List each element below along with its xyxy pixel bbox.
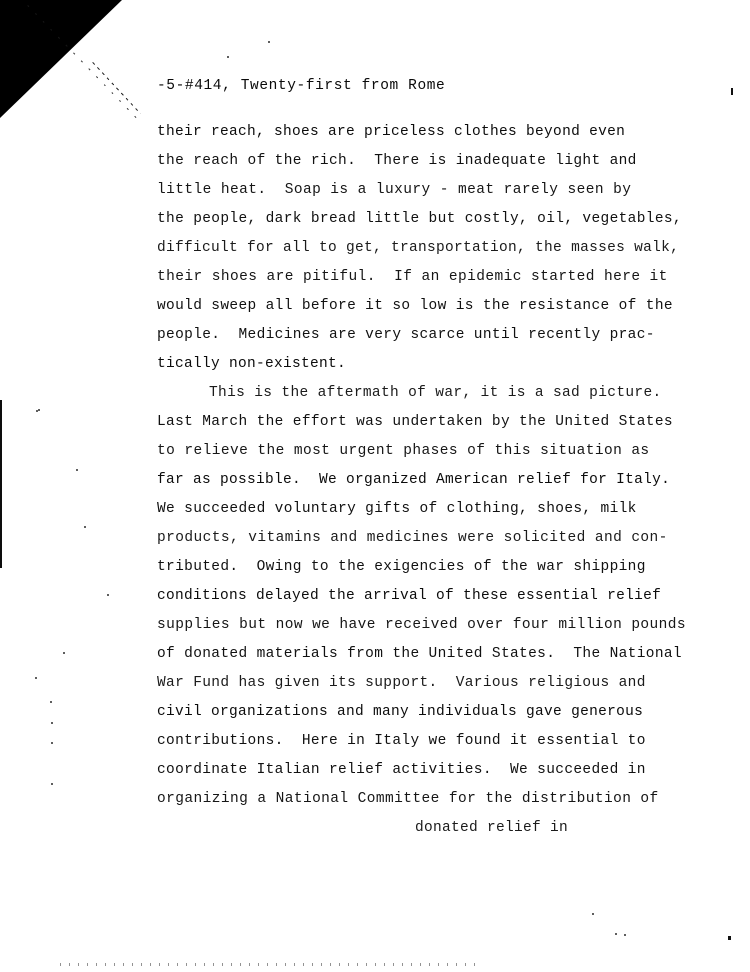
body-line: of donated materials from the United States. The National [157, 646, 682, 662]
body-line: Last March the effort was undertaken by the United States [157, 414, 673, 430]
body-line: the people, dark bread little but costly, oil, vegetables, [157, 211, 682, 227]
body-line: products, vitamins and medicines were solicited and con- [157, 530, 668, 546]
body-line: tributed. Owing to the exigencies of the war shipping [157, 559, 646, 575]
trailing-line: donated relief in [415, 820, 569, 836]
body-line: little heat. Soap is a luxury - meat rarely seen by [157, 182, 632, 198]
body-line: difficult for all to get, transportation, the masses walk, [157, 240, 680, 256]
body-line: people. Medicines are very scarce until recently prac- [157, 327, 655, 343]
body-line: supplies but now we have received over four million pounds [157, 617, 687, 633]
letter-body [157, 118, 727, 843]
body-line: This is the aftermath of war, it is a sad picture. [209, 385, 662, 401]
body-line: tically non-existent. [157, 356, 347, 372]
page-header: -5-#414, Twenty-first from Rome [157, 78, 446, 94]
body-line: far as possible. We organized American relief for Italy. [157, 472, 671, 488]
body-line: civil organizations and many individuals gave generous [157, 704, 644, 720]
body-line: to relieve the most urgent phases of this situation as [157, 443, 650, 459]
body-line: the reach of the rich. There is inadequate light and [157, 153, 637, 169]
body-line: War Fund has given its support. Various religious and [157, 675, 646, 691]
body-line: would sweep all before it so low is the resistance of the [157, 298, 673, 314]
body-line: coordinate Italian relief activities. We succeeded in [157, 762, 646, 778]
body-line: their reach, shoes are priceless clothes beyond even [157, 124, 626, 140]
body-line: their shoes are pitiful. If an epidemic started here it [157, 269, 668, 285]
body-line: organizing a National Committee for the distribution of [157, 791, 659, 807]
body-line: We succeeded voluntary gifts of clothing, shoes, milk [157, 501, 637, 517]
body-line: contributions. Here in Italy we found it essential to [157, 733, 646, 749]
body-line: conditions delayed the arrival of these essential relief [157, 588, 662, 604]
